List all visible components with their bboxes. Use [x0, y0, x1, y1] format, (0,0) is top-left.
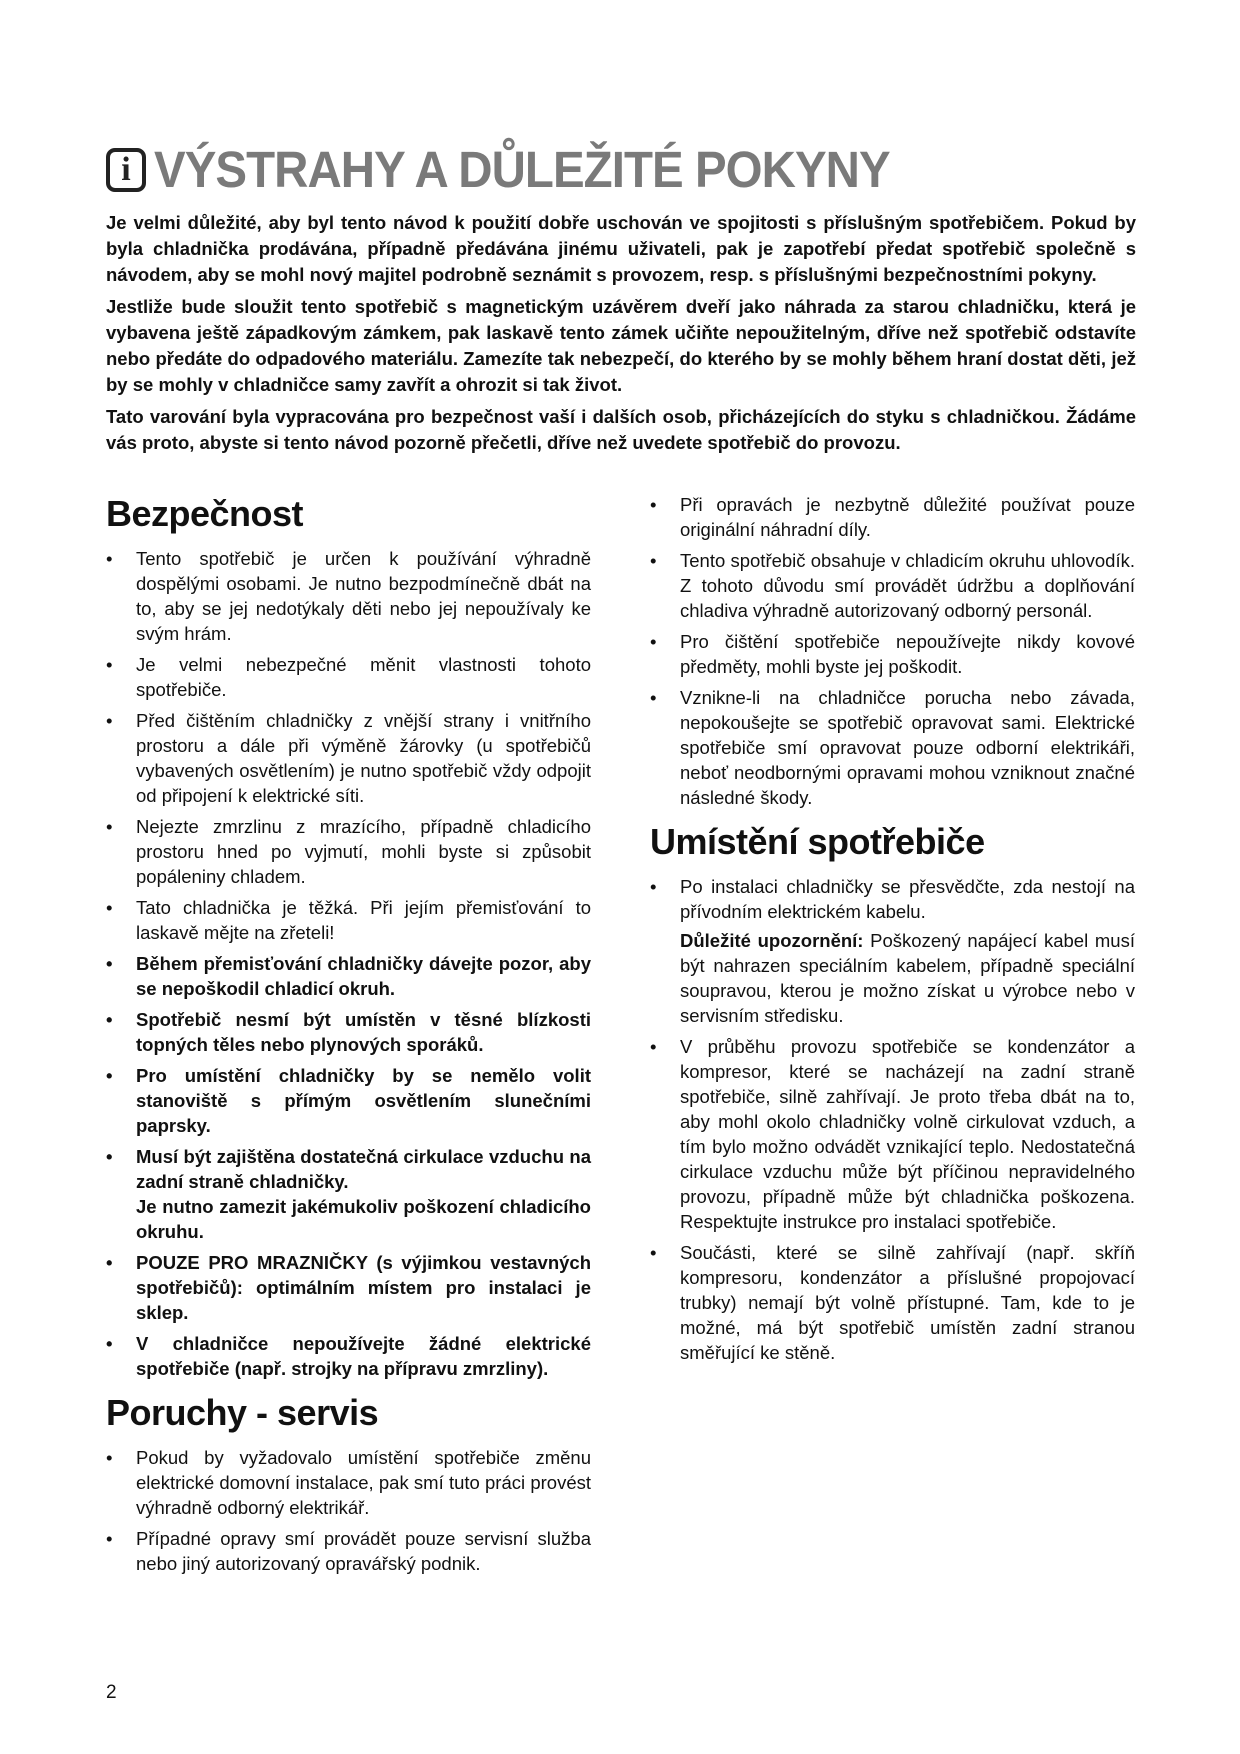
list-item: • Vznikne-li na chladničce porucha nebo závada, nepokoušejte se spotřebič opravovat sami. Elektrické spotřebiče smí opravovat pouze odborní elektrikáři, neboť neodbornými opravami mohou vzniknout značné následné škody. [650, 685, 1135, 810]
left-column [106, 492, 591, 1582]
note-label: Důležité upozornění: [680, 930, 864, 951]
list-item: • Pro čištění spotřebiče nepoužívejte nikdy kovové předměty, mohli byste jej poškodit. [650, 629, 1135, 679]
note-text: Poškozený napájecí kabel musí být nahrazen speciálním kabelem, případně speciální soupravou, kterou je možno získat u výrobce nebo v servisním středisku. [680, 930, 1135, 1026]
list-item: • Pro umístění chladničky by se nemělo volit stanoviště s přímým osvětlením slunečními paprsky. [106, 1063, 591, 1138]
list-item [650, 874, 1135, 1028]
service-list-continued [650, 492, 1135, 810]
list-item: • Pokud by vyžadovalo umístění spotřebiče změnu elektrické domovní instalace, pak smí tuto práci provést výhradně odborný elektrikář. [106, 1445, 591, 1520]
page-number: 2 [106, 1682, 117, 1703]
intro-paragraph: Je velmi důležité, aby byl tento návod k použití dobře uschován ve spojitosti s příslušným spotřebičem. Pokud by byla chladnička prodávána, případně předávána jinému uživateli, pak je zapotřebí předat spotřebič společně s návodem, aby se mohl nový majitel podrobně seznámit s provozem, resp. s příslušnými bezpečnostními pokyny. [106, 212, 1136, 285]
list-item: • Při opravách je nezbytně důležité používat pouze originální náhradní díly. [650, 492, 1135, 542]
list-item: • Tato chladnička je těžká. Při jejím přemisťování to laskavě mějte na zřeteli! [106, 895, 591, 945]
list-item: • Nejezte zmrzlinu z mrazícího, případně chladicího prostoru hned po vyjmutí, mohli byste si způsobit popáleniny chladem. [106, 814, 591, 889]
list-item: • POUZE PRO MRAZNIČKY (s výjimkou vestavných spotřebičů): optimálním místem pro instalaci je sklep. [106, 1250, 591, 1325]
list-item [106, 1144, 591, 1244]
placement-list [650, 874, 1135, 1365]
info-icon: i [106, 148, 146, 192]
list-item: • V průběhu provozu spotřebiče se kondenzátor a kompresor, které se nacházejí na zadní straně spotřebiče, silně zahřívají. Je proto třeba dbát na to, aby mohl okolo chladničky volně cirkulovat vzduch, a tím bylo možno odvádět vznikající teplo. Nedostatečná cirkulace vzduchu může být příčinou nepravidelného provozu, případně může být chladnička poškozena. Respektujte instrukce pro instalaci spotřebiče. [650, 1034, 1135, 1234]
service-list [106, 1445, 591, 1576]
list-item-text: Po instalaci chladničky se přesvědčte, zda nestojí na přívodním elektrickém kabelu. [680, 876, 1135, 922]
title-text: VÝSTRAHY A DŮLEŽITÉ POKYNY [154, 141, 890, 198]
list-item-text: Musí být zajištěna dostatečná cirkulace vzduchu na zadní straně chladničky. [136, 1146, 591, 1192]
safety-list [106, 546, 591, 1381]
important-note [680, 928, 1135, 1028]
list-item: • Je velmi nebezpečné měnit vlastnosti tohoto spotřebiče. [106, 652, 591, 702]
list-item: • V chladničce nepoužívejte žádné elektrické spotřebiče (např. strojky na přípravu zmrzliny). [106, 1331, 591, 1381]
list-item: • Tento spotřebič obsahuje v chladicím okruhu uhlovodík. Z tohoto důvodu smí provádět údržbu a doplňování chladiva výhradně autorizovaný odborný personál. [650, 548, 1135, 623]
intro [106, 210, 1136, 462]
list-item: • Součásti, které se silně zahřívají (např. skříň kompresoru, kondenzátor a příslušné propojovací trubky) nemají být volně přístupné. Tam, kde to je možné, má být spotřebič umístěn zadní stranou směřující ke stěně. [650, 1240, 1135, 1365]
list-item: • Spotřebič nesmí být umístěn v těsné blízkosti topných těles nebo plynových sporáků. [106, 1007, 591, 1057]
list-item: • Před čištěním chladničky z vnější strany i vnitřního prostoru a dále při výměně žárovky (u spotřebičů vybavených osvětlením) je nutno spotřebič vždy odpojit od připojení k elektrické síti. [106, 708, 591, 808]
intro-paragraph: Jestliže bude sloužit tento spotřebič s magnetickým uzávěrem dveří jako náhrada za starou chladničku, která je vybavena ještě západkovým zámkem, pak laskavě tento zámek učiňte nepoužitelným, dříve než spotřebič odstavíte nebo předáte do odpadového materiálu. Zamezíte tak nebezpečí, do kterého by se mohly během hraní dostat děti, jež by se mohly v chladničce samy zavřít a ohrozit si tak život. [106, 296, 1136, 395]
service-heading: Poruchy - servis [106, 1392, 379, 1433]
list-item: • Během přemisťování chladničky dávejte pozor, aby se nepoškodil chladicí okruh. [106, 951, 591, 1001]
safety-heading: Bezpečnost [106, 493, 304, 534]
list-item: • Případné opravy smí provádět pouze servisní služba nebo jiný autorizovaný opravářský podnik. [106, 1526, 591, 1576]
right-column [650, 492, 1135, 1371]
list-item: • Tento spotřebič je určen k používání výhradně dospělými osobami. Je nutno bezpodmínečně dbát na to, aby se jej nedotýkaly děti nebo jej nepoužívaly ke svým hrám. [106, 546, 591, 646]
intro-paragraph: Tato varování byla vypracována pro bezpečnost vaší i dalších osob, přicházejících do styku s chladničkou. Žádáme vás proto, abyste si tento návod pozorně přečetli, dříve než uvedete spotřebič do provozu. [106, 406, 1136, 453]
page-title [106, 140, 945, 199]
placement-heading: Umístění spotřebiče [650, 821, 985, 862]
list-item-note: Je nutno zamezit jakémukoliv poškození chladicího okruhu. [136, 1196, 591, 1242]
